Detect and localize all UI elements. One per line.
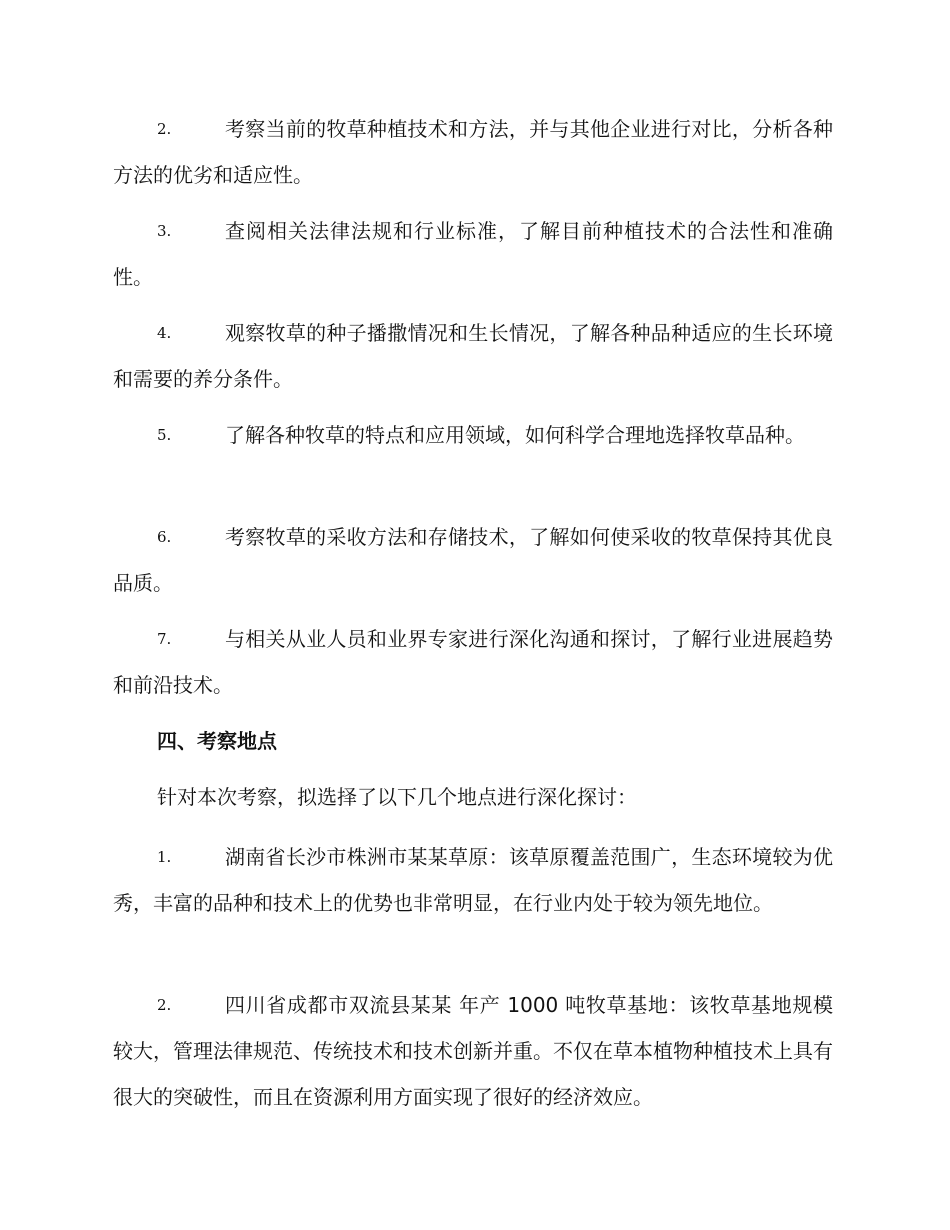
list-text: 四川省成都市双流县某某 年产 1000 吨牧草基地：该牧草基地规模较大，管理法律规范、传统技术和技术创新并重。不仅在草本植物种植技术上具有很大的突破性，而且在资源利用方面实现了很好的经济效应。 — [113, 993, 833, 1109]
list-number: 5. — [157, 426, 172, 444]
location-item-2 — [113, 982, 833, 1120]
list-item-4 — [113, 310, 833, 402]
list-text: 与相关从业人员和业界专家进行深化沟通和探讨，了解行业进展趋势和前沿技术。 — [113, 627, 833, 697]
list-text: 湖南省长沙市株洲市某某草原：该草原覆盖范围广，生态环境较为优秀，丰富的品种和技术上的优势也非常明显，在行业内处于较为领先地位。 — [113, 845, 833, 915]
list-item-6 — [113, 514, 833, 606]
list-text: 查阅相关法律法规和行业标准，了解目前种植技术的合法性和准确性。 — [113, 219, 833, 289]
list-number: 4. — [157, 324, 172, 342]
list-text: 观察牧草的种子播撒情况和生长情况，了解各种品种适应的生长环境和需要的养分条件。 — [113, 321, 833, 391]
location-item-1 — [113, 834, 833, 926]
list-number: 2. — [157, 120, 172, 138]
list-item-2 — [113, 106, 833, 198]
list-number: 1. — [157, 848, 172, 866]
list-number: 3. — [157, 222, 172, 240]
list-number: 2. — [157, 996, 172, 1014]
list-number: 6. — [157, 528, 172, 546]
list-item-7 — [113, 616, 833, 708]
list-text: 了解各种牧草的特点和应用领域，如何科学合理地选择牧草品种。 — [225, 423, 805, 447]
list-text: 考察牧草的采收方法和存储技术，了解如何使采收的牧草保持其优良品质。 — [113, 525, 833, 595]
list-item-3 — [113, 208, 833, 300]
list-text: 考察当前的牧草种植技术和方法，并与其他企业进行对比，分析各种方法的优劣和适应性。 — [113, 117, 833, 187]
list-item-5 — [113, 412, 833, 458]
section-heading: 四、考察地点 — [157, 729, 277, 753]
intro-paragraph: 针对本次考察，拟选择了以下几个地点进行深化探讨： — [157, 785, 637, 809]
list-number: 7. — [157, 630, 172, 648]
